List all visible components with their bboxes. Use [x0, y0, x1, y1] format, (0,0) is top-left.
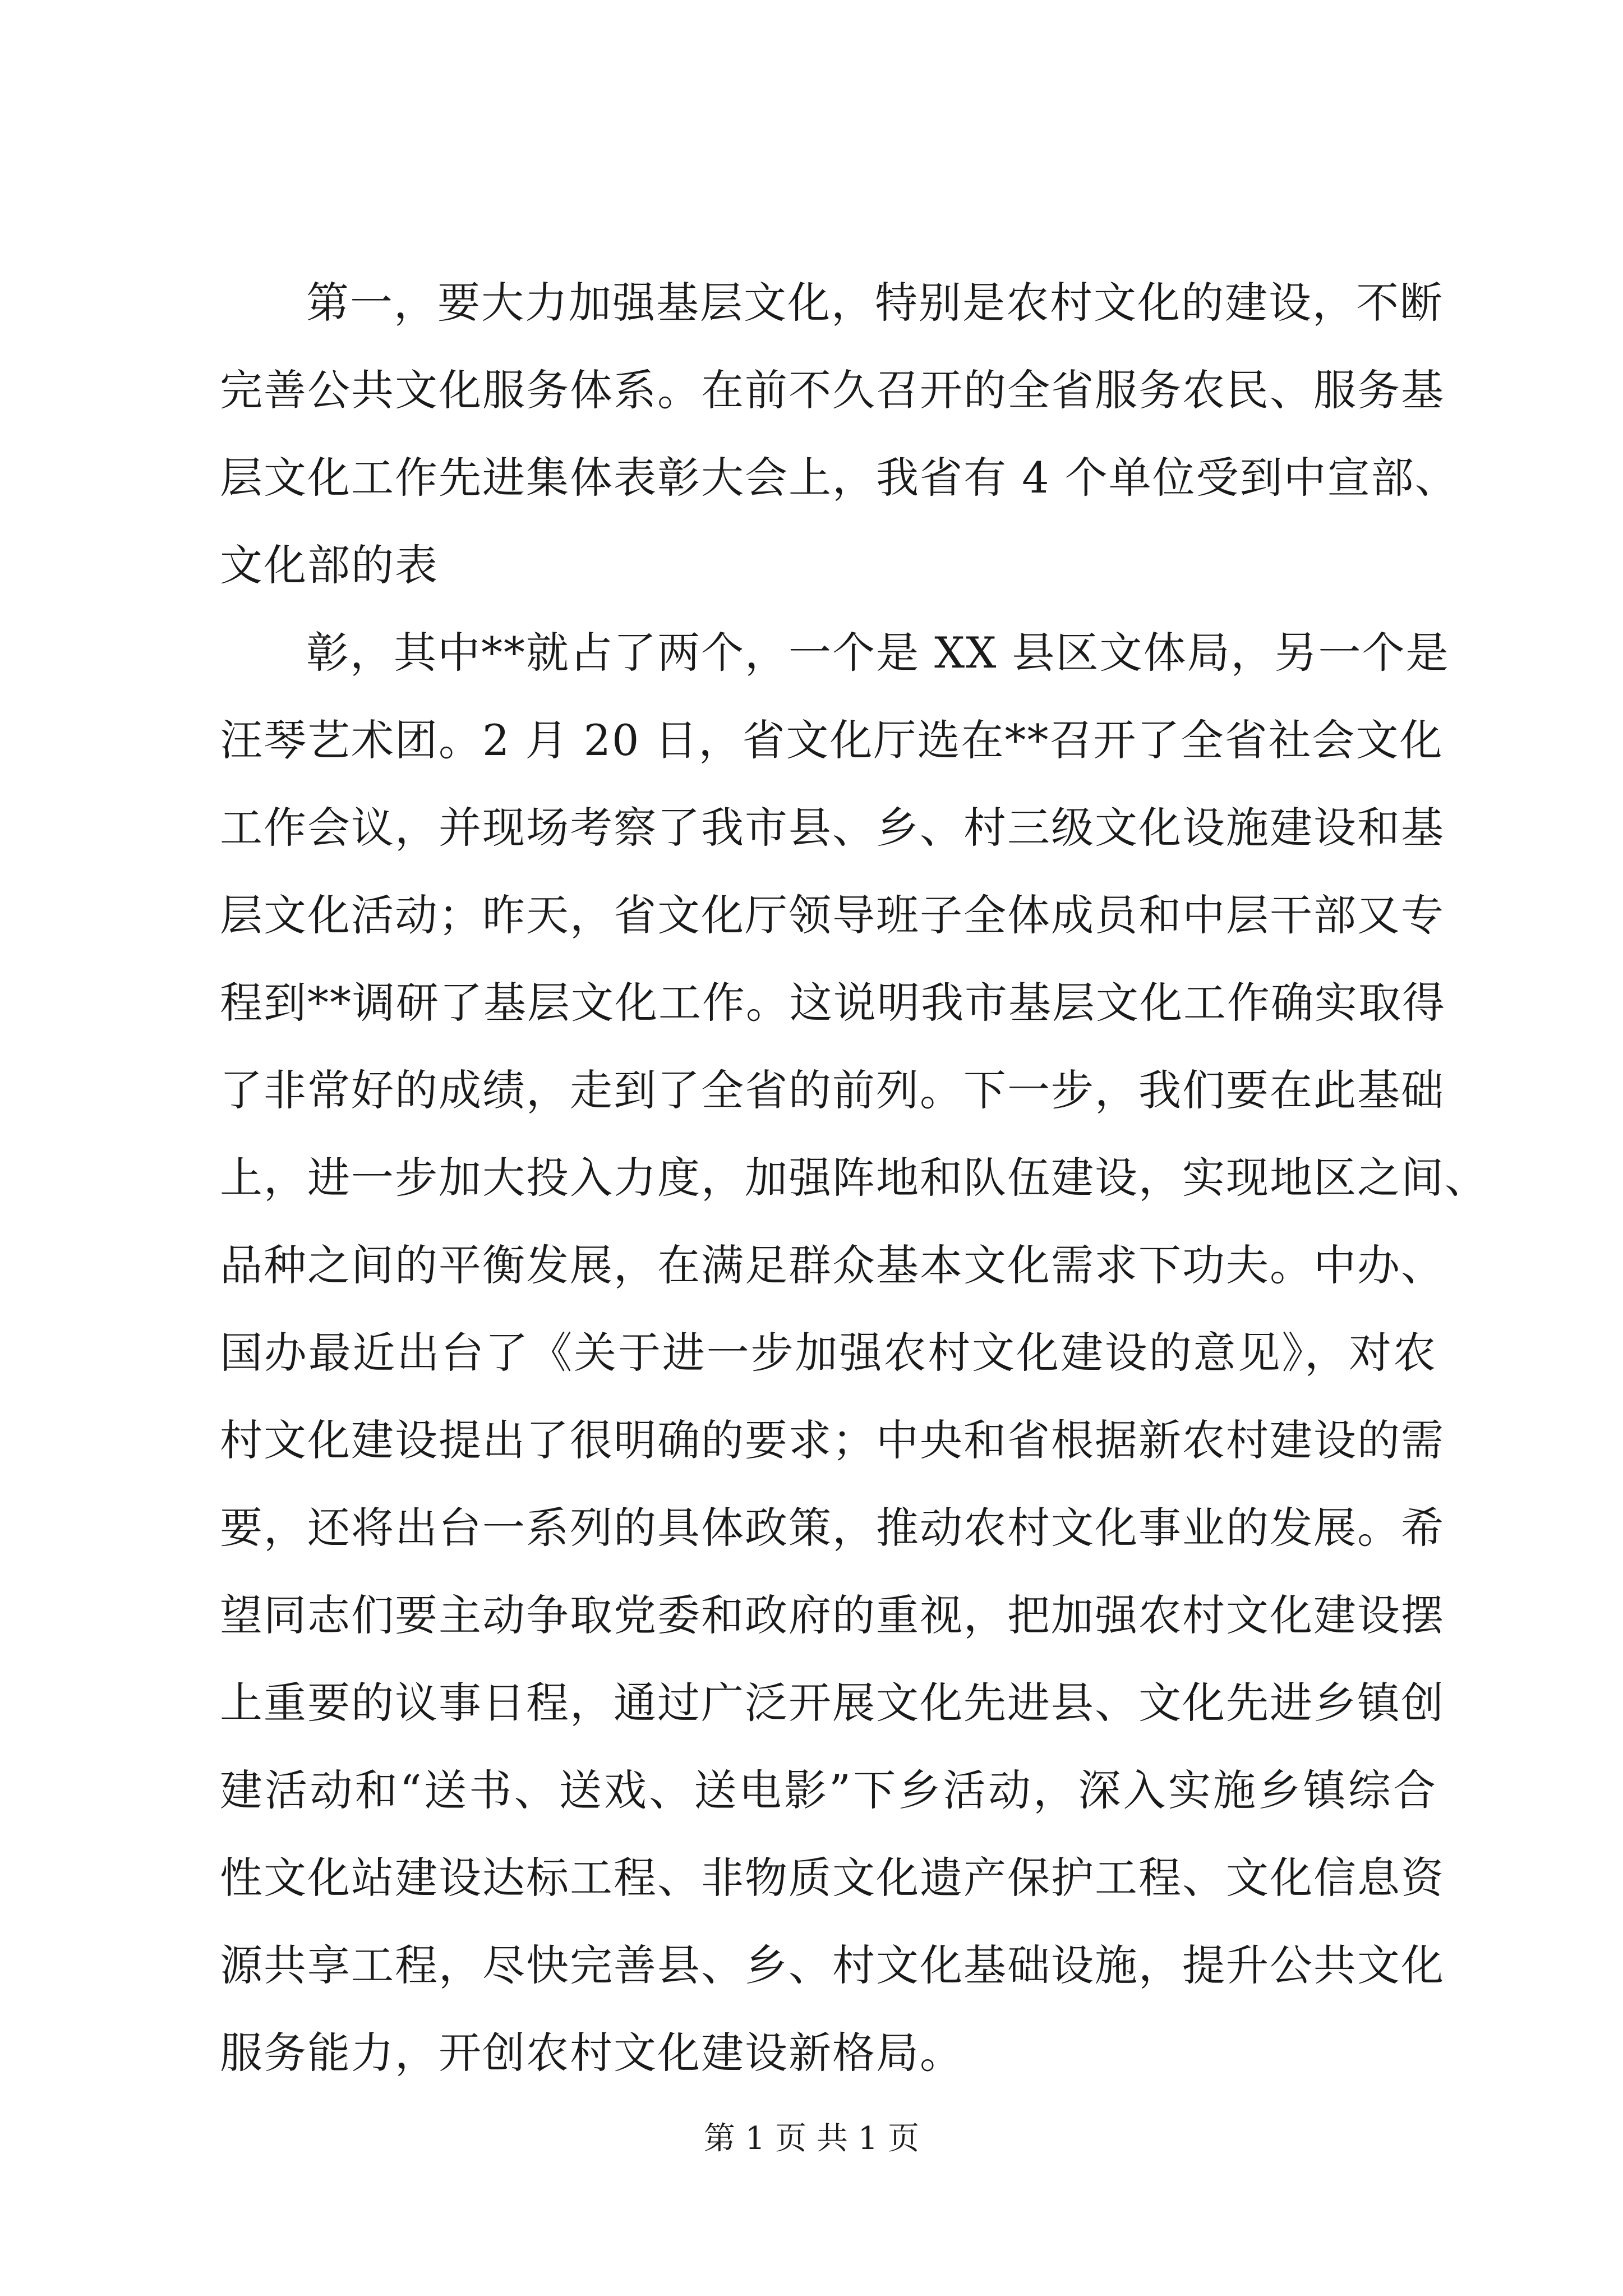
paragraph-2-line-1: 彰，其中**就占了两个，一个是 XX 县区文体局，另一个是	[306, 628, 1450, 678]
paragraph-2-line-8: 品种之间的平衡发展，在满足群众基本文化需求下功夫。中办、	[220, 1240, 1445, 1290]
paragraph-1-line-1: 第一，要大力加强基层文化，特别是农村文化的建设，不断	[306, 278, 1444, 328]
page-number-footer: 第 1 页 共 1 页	[703, 2120, 920, 2157]
paragraph-2-line-13: 上重要的议事日程，通过广泛开展文化先进县、文化先进乡镇创	[220, 1678, 1445, 1728]
paragraph-2-line-12: 望同志们要主动争取党委和政府的重视，把加强农村文化建设摆	[220, 1590, 1445, 1640]
paragraph-2-line-7: 上，进一步加大投入力度，加强阵地和队伍建设，实现地区之间、	[220, 1153, 1488, 1203]
paragraph-1-line-3: 层文化工作先进集体表彰大会上，我省有 4 个单位受到中宣部、	[220, 453, 1459, 503]
paragraph-1	[220, 259, 1459, 609]
paragraph-1-line-4: 文化部的表	[220, 540, 439, 590]
paragraph-2-line-3: 工作会议，并现场考察了我市县、乡、村三级文化设施建设和基	[220, 803, 1445, 853]
document-body	[220, 259, 1488, 2097]
paragraph-2-line-14: 建活动和“送书、送戏、送电影”下乡活动，深入实施乡镇综合	[220, 1765, 1437, 1815]
paragraph-1-line-2: 完善公共文化服务体系。在前不久召开的全省服务农民、服务基	[220, 365, 1445, 415]
paragraph-2-line-9: 国办最近出台了《关于进一步加强农村文化建设的意见》，对农	[220, 1328, 1437, 1378]
paragraph-2-line-17: 服务能力，开创农村文化建设新格局。	[220, 2028, 963, 2078]
paragraph-2-line-6: 了非常好的成绩，走到了全省的前列。下一步，我们要在此基础	[220, 1065, 1445, 1115]
paragraph-2-line-4: 层文化活动；昨天，省文化厅领导班子全体成员和中层干部又专	[220, 890, 1445, 940]
paragraph-2-line-16: 源共享工程，尽快完善县、乡、村文化基础设施，提升公共文化	[220, 1940, 1445, 1990]
paragraph-2-line-5: 程到**调研了基层文化工作。这说明我市基层文化工作确实取得	[220, 978, 1446, 1028]
paragraph-2-line-15: 性文化站建设达标工程、非物质文化遗产保护工程、文化信息资	[220, 1853, 1445, 1903]
paragraph-2	[220, 609, 1488, 2097]
paragraph-2-line-10: 村文化建设提出了很明确的要求；中央和省根据新农村建设的需	[220, 1415, 1445, 1465]
paragraph-2-line-11: 要，还将出台一系列的具体政策，推动农村文化事业的发展。希	[220, 1503, 1445, 1553]
paragraph-2-line-2: 汪琴艺术团。2 月 20 日，省文化厅选在**召开了全省社会文化	[220, 715, 1444, 765]
